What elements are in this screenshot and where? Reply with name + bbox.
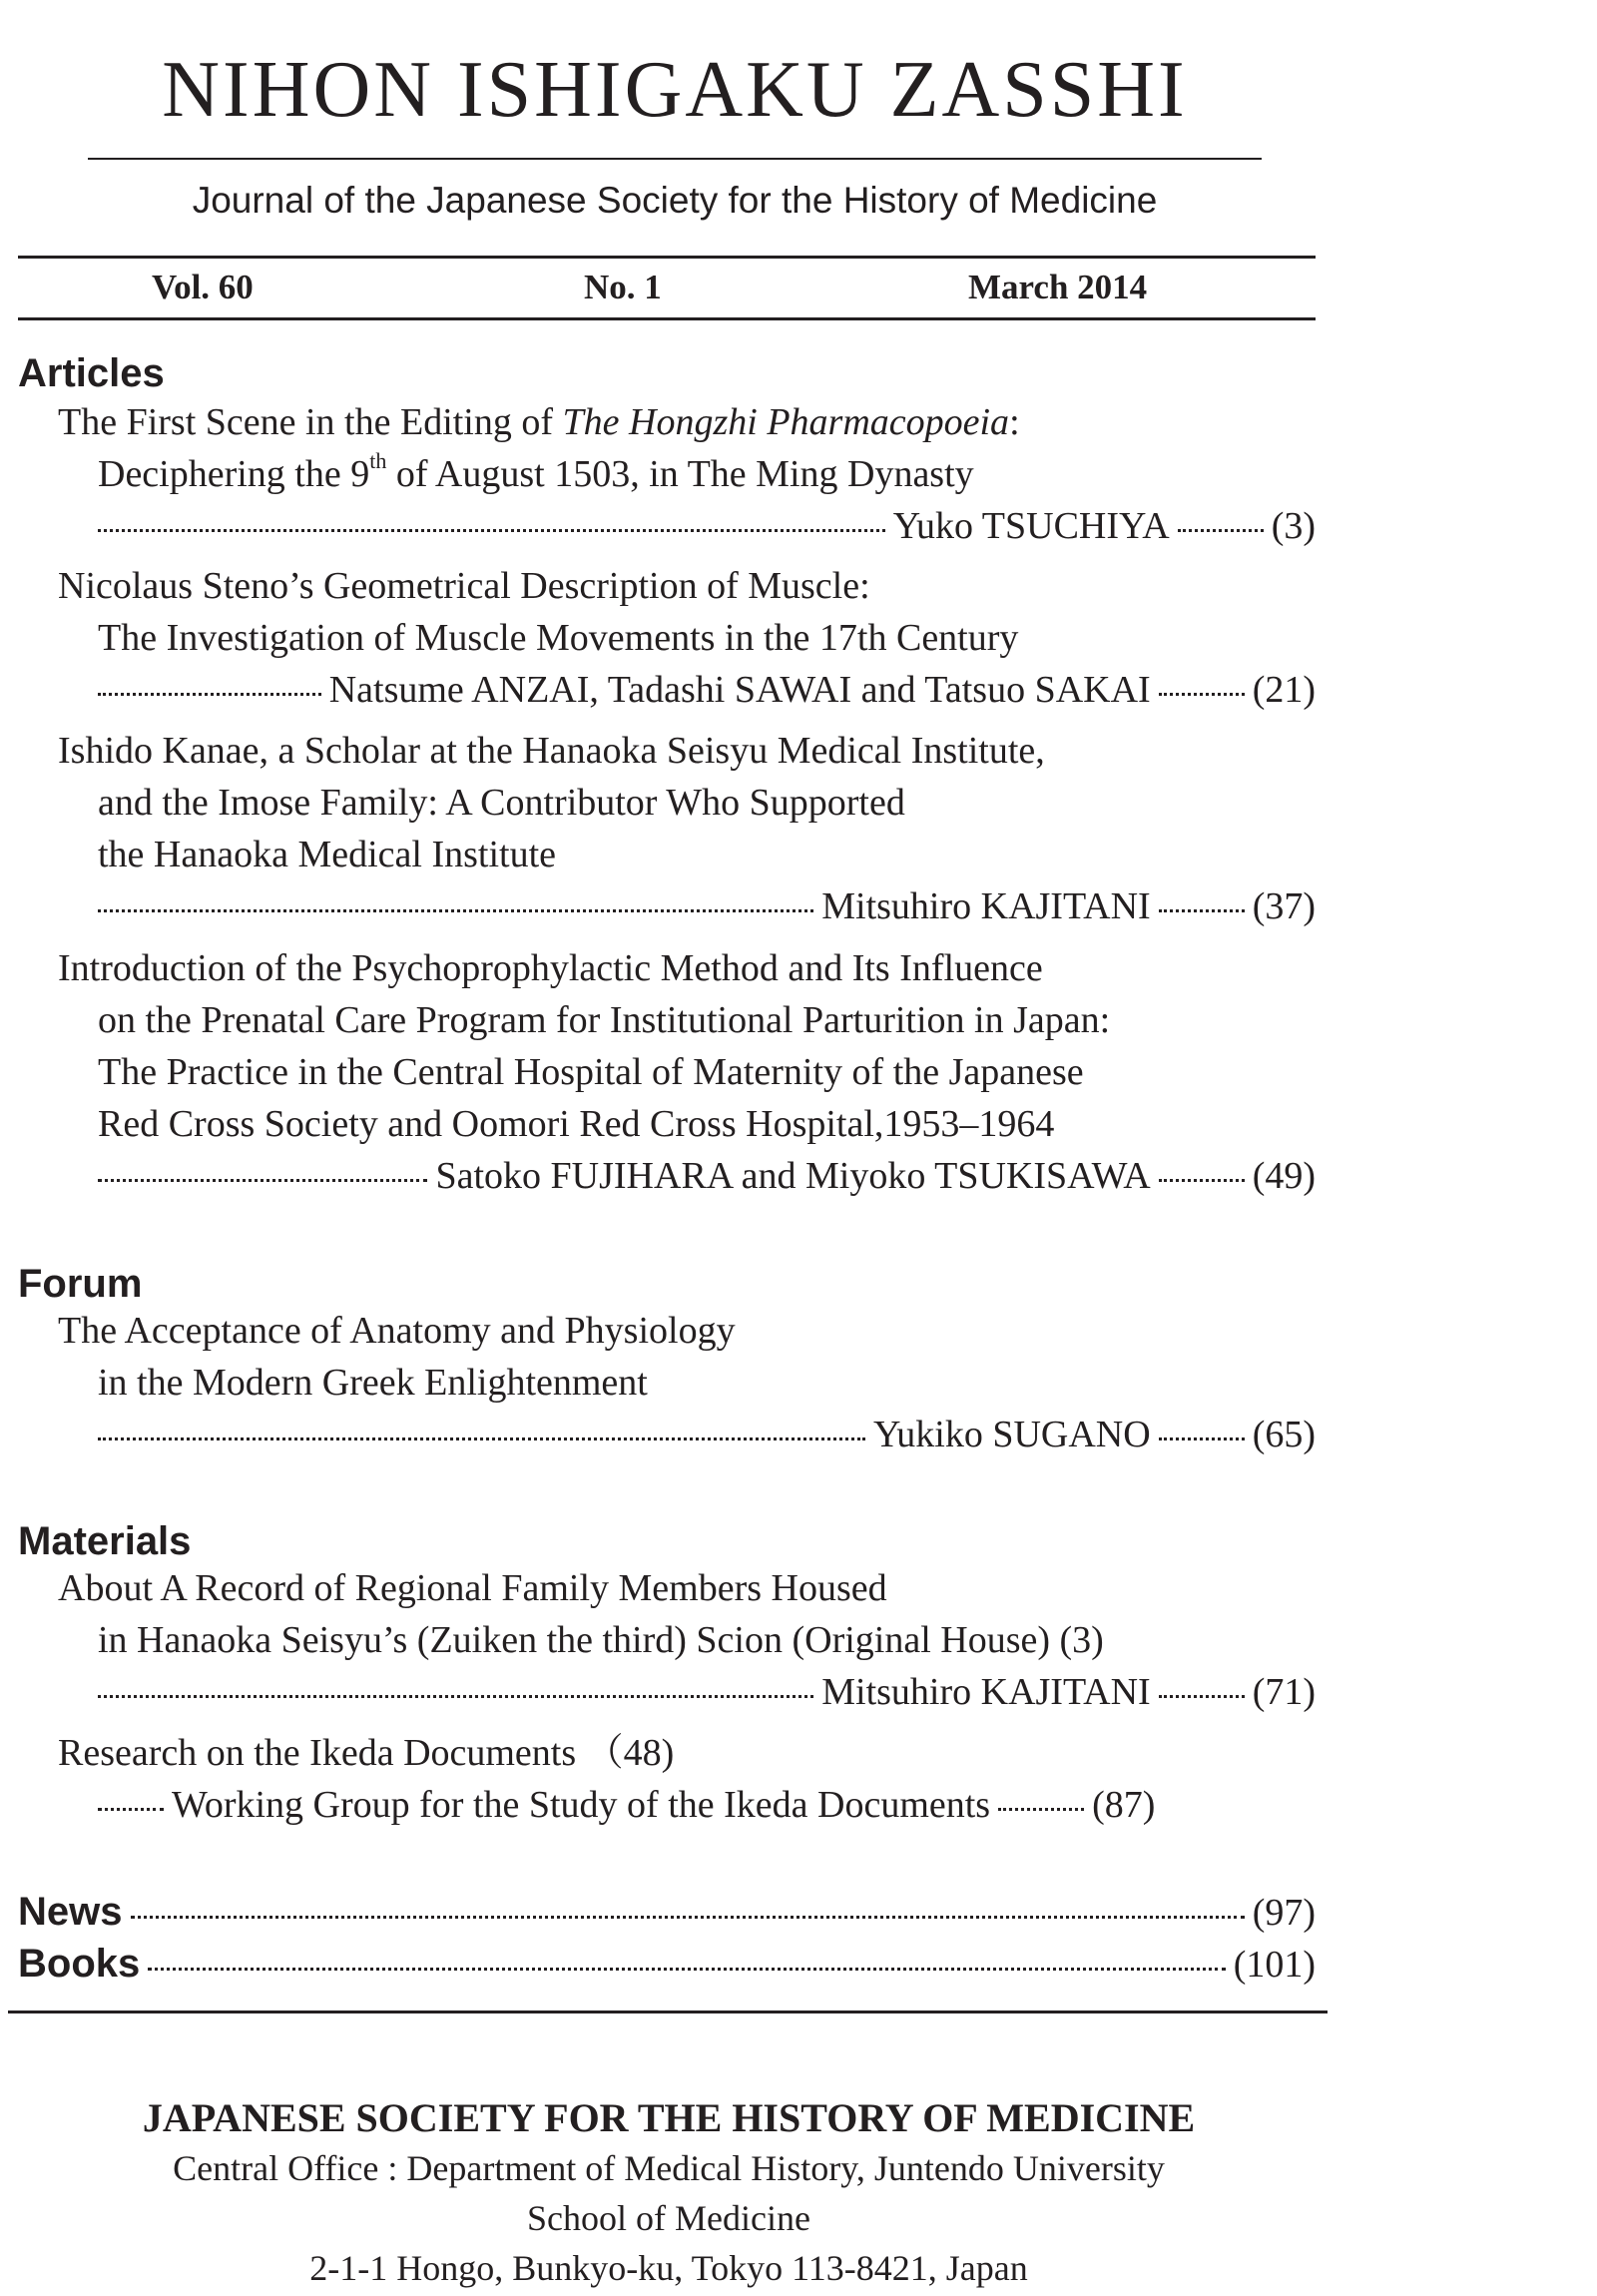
article-1-byline <box>98 503 1316 549</box>
issue-bottom-rule <box>18 317 1316 320</box>
dot-leader <box>998 1808 1084 1811</box>
dot-leader <box>1159 1695 1245 1698</box>
society-name: JAPANESE SOCIETY FOR THE HISTORY OF MEDICINE <box>142 2095 1196 2140</box>
materials-2-authors: Working Group for the Study of the Ikeda Documents <box>172 1784 991 1826</box>
materials-2-page: (87) <box>1092 1784 1156 1826</box>
article-4-page: (49) <box>1252 1155 1316 1197</box>
materials-1-title-line-1: About A Record of Regional Family Members Housed <box>58 1567 887 1609</box>
dot-leader <box>131 1916 1245 1919</box>
article-1-page: (3) <box>1271 505 1316 547</box>
forum-1-page: (65) <box>1252 1414 1316 1455</box>
news-label: News <box>18 1890 123 1934</box>
dot-leader <box>98 1179 427 1182</box>
dot-leader <box>1159 909 1245 912</box>
dot-leader <box>98 909 813 912</box>
materials-2-title-line-1: Research on the Ikeda Documents （48) <box>58 1732 675 1774</box>
materials-1-title-line-2: in Hanaoka Seisyu’s (Zuiken the third) Scion (Original House) (3) <box>98 1619 1104 1661</box>
article-2-title-line-2: The Investigation of Muscle Movements in the 17th Century <box>98 617 1019 659</box>
article-4-byline <box>98 1153 1316 1199</box>
article-1-authors: Yuko TSUCHIYA <box>892 505 1170 547</box>
office-line-2: School of Medicine <box>527 2198 810 2238</box>
materials-1-authors: Mitsuhiro KAJITANI <box>821 1671 1151 1713</box>
article-3-byline <box>98 883 1316 929</box>
article-3-title-line-1: Ishido Kanae, a Scholar at the Hanaoka Seisyu Medical Institute, <box>58 730 1045 772</box>
dot-leader <box>148 1968 1225 1971</box>
article-2-page: (21) <box>1252 669 1316 711</box>
dot-leader <box>98 529 885 532</box>
forum-1-title-line-2: in the Modern Greek Enlightenment <box>98 1362 648 1404</box>
dot-leader <box>98 1437 865 1440</box>
forum-1-title-line-1: The Acceptance of Anatomy and Physiology <box>58 1310 736 1352</box>
article-3-title-line-2: and the Imose Family: A Contributor Who Supported <box>98 782 905 824</box>
journal-title: NIHON ISHIGAKU ZASSHI <box>162 46 1188 134</box>
article-1-title-line-1: The First Scene in the Editing of The Hongzhi Pharmacopoeia: <box>58 401 1020 443</box>
materials-1-page: (71) <box>1252 1671 1316 1713</box>
office-line-1: Central Office : Department of Medical History, Juntendo University <box>173 2148 1165 2188</box>
dot-leader <box>98 1808 164 1811</box>
books-label: Books <box>18 1942 141 1986</box>
article-3-title-line-3: the Hanaoka Medical Institute <box>98 834 557 875</box>
office-address: 2-1-1 Hongo, Bunkyo-ku, Tokyo 113-8421, Japan <box>309 2248 1028 2288</box>
books-page: (101) <box>1233 1944 1316 1986</box>
issue-date: March 2014 <box>968 268 1148 306</box>
article-4-authors: Satoko FUJIHARA and Miyoko TSUKISAWA <box>435 1155 1151 1197</box>
news-entry <box>18 1889 1316 1935</box>
dot-leader <box>98 1695 813 1698</box>
volume-number: Vol. 60 <box>152 268 254 306</box>
forum-1-authors: Yukiko SUGANO <box>873 1414 1151 1455</box>
forum-1-byline <box>98 1412 1316 1457</box>
news-page: (97) <box>1252 1892 1316 1934</box>
journal-subtitle: Journal of the Japanese Society for the History of Medicine <box>192 180 1158 221</box>
article-2-byline <box>98 667 1316 713</box>
dot-leader <box>1178 529 1264 532</box>
books-entry <box>18 1941 1316 1987</box>
section-heading-materials: Materials <box>18 1519 192 1563</box>
dot-leader <box>1159 1437 1245 1440</box>
materials-2-byline <box>98 1782 1316 1828</box>
materials-1-byline <box>98 1669 1316 1715</box>
article-3-authors: Mitsuhiro KAJITANI <box>821 885 1151 927</box>
dot-leader <box>1159 1179 1245 1182</box>
dot-leader <box>1159 693 1245 696</box>
article-1-title-line-2: Deciphering the 9th of August 1503, in The Ming Dynasty <box>98 448 974 495</box>
issue-top-rule <box>18 256 1316 259</box>
article-4-title-line-3: The Practice in the Central Hospital of Maternity of the Japanese <box>98 1051 1084 1093</box>
article-4-title-line-2: on the Prenatal Care Program for Institutional Parturition in Japan: <box>98 999 1111 1041</box>
issue-info <box>0 268 1328 317</box>
issue-number: No. 1 <box>584 268 662 306</box>
masthead-rule <box>88 158 1262 160</box>
article-2-title-line-1: Nicolaus Steno’s Geometrical Description of Muscle: <box>58 565 870 607</box>
article-4-title-line-4: Red Cross Society and Oomori Red Cross Hospital,1953–1964 <box>98 1103 1055 1145</box>
footer-rule <box>8 2010 1328 2013</box>
dot-leader <box>98 693 321 696</box>
article-2-authors: Natsume ANZAI, Tadashi SAWAI and Tatsuo SAKAI <box>328 669 1151 711</box>
section-heading-forum: Forum <box>18 1262 143 1306</box>
article-4-title-line-1: Introduction of the Psychoprophylactic Method and Its Influence <box>58 947 1043 989</box>
article-3-page: (37) <box>1252 885 1316 927</box>
section-heading-articles: Articles <box>18 351 165 395</box>
